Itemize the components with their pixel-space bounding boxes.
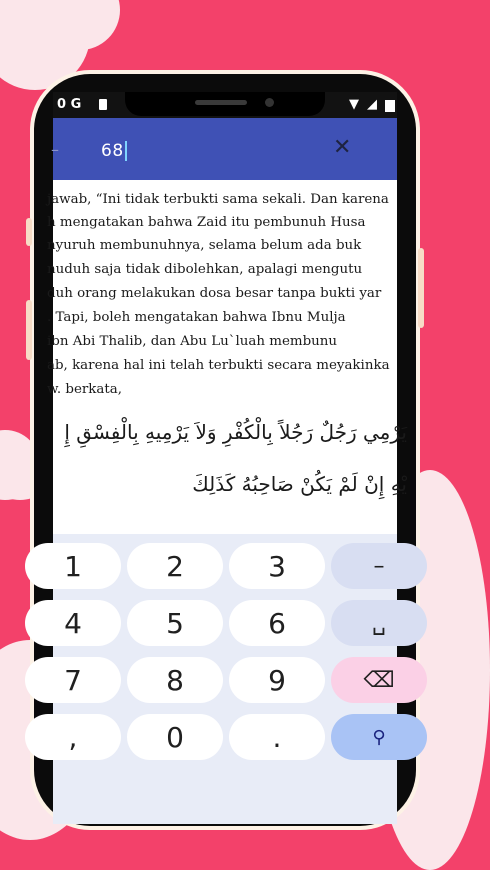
search-input-value: 68 bbox=[101, 141, 124, 161]
text-cursor bbox=[125, 141, 127, 161]
key-6[interactable]: 6 bbox=[229, 600, 325, 646]
key-0[interactable]: 0 bbox=[127, 714, 223, 760]
search-input[interactable] bbox=[101, 141, 127, 161]
key-1[interactable]: 1 bbox=[25, 543, 121, 589]
text-line: jawab, “Ini tidak terbukti sama sekali. Dan karena bbox=[47, 192, 389, 207]
key-4[interactable]: 4 bbox=[25, 600, 121, 646]
text-line: w. berkata, bbox=[47, 382, 123, 397]
key-7[interactable]: 7 bbox=[25, 657, 121, 703]
wifi-icon: ▼ bbox=[349, 97, 359, 112]
battery-icon bbox=[385, 100, 395, 112]
text-line: ab, karena hal ini telah terbukti secara meyakinka bbox=[47, 358, 390, 373]
key-9[interactable]: 9 bbox=[229, 657, 325, 703]
arabic-text-line: يَرْمِي رَجُلٌ رَجُلاً بِالْكُفْرِ وَلاَ يَرْمِيهِ بِالْفِسْقِ إِ bbox=[64, 420, 407, 444]
close-icon[interactable]: ✕ bbox=[333, 135, 352, 160]
numeric-keyboard bbox=[53, 534, 397, 824]
key-period[interactable]: . bbox=[229, 714, 325, 760]
search-key[interactable] bbox=[331, 714, 427, 760]
arabic-text-line: يْهِ إِنْ لَمْ يَكُنْ صَاحِبُهُ كَذَلِكَ bbox=[192, 472, 407, 496]
back-arrow-icon[interactable]: – bbox=[51, 140, 59, 159]
key-5[interactable]: 5 bbox=[127, 600, 223, 646]
sd-card-icon bbox=[99, 99, 107, 110]
status-bar bbox=[53, 92, 397, 118]
backspace-icon: ⌫ bbox=[363, 667, 395, 693]
space-key[interactable]: ␣ bbox=[331, 600, 427, 646]
camera-notch bbox=[125, 92, 325, 116]
app-screen bbox=[47, 92, 407, 812]
status-left-text: 0 G bbox=[57, 97, 82, 112]
phone-side-button bbox=[26, 300, 32, 360]
earpiece bbox=[195, 100, 247, 105]
text-line: nyuruh membunuhnya, selama belum ada buk bbox=[47, 238, 362, 253]
search-toolbar bbox=[53, 118, 397, 180]
text-line: ibn Abi Thalib, dan Abu Lu`luah membunu bbox=[47, 334, 338, 349]
text-line: . Tapi, boleh mengatakan bahwa Ibnu Mulja bbox=[47, 310, 346, 325]
phone-side-button bbox=[418, 248, 424, 328]
search-icon: ⚲ bbox=[372, 726, 386, 748]
backspace-key[interactable] bbox=[331, 657, 427, 703]
text-line: duh orang melakukan dosa besar tanpa bukti yar bbox=[47, 286, 382, 301]
key-8[interactable]: 8 bbox=[127, 657, 223, 703]
key-3[interactable]: 3 bbox=[229, 543, 325, 589]
key-2[interactable]: 2 bbox=[127, 543, 223, 589]
text-line: nuduh saja tidak dibolehkan, apalagi mengutu bbox=[47, 262, 363, 277]
key-comma[interactable]: , bbox=[25, 714, 121, 760]
signal-icon: ◢ bbox=[367, 97, 377, 112]
text-line: h mengatakan bahwa Zaid itu pembunuh Husa bbox=[47, 215, 366, 230]
phone-side-button bbox=[26, 218, 32, 246]
key-minus[interactable]: – bbox=[331, 543, 427, 589]
front-camera bbox=[265, 98, 274, 107]
